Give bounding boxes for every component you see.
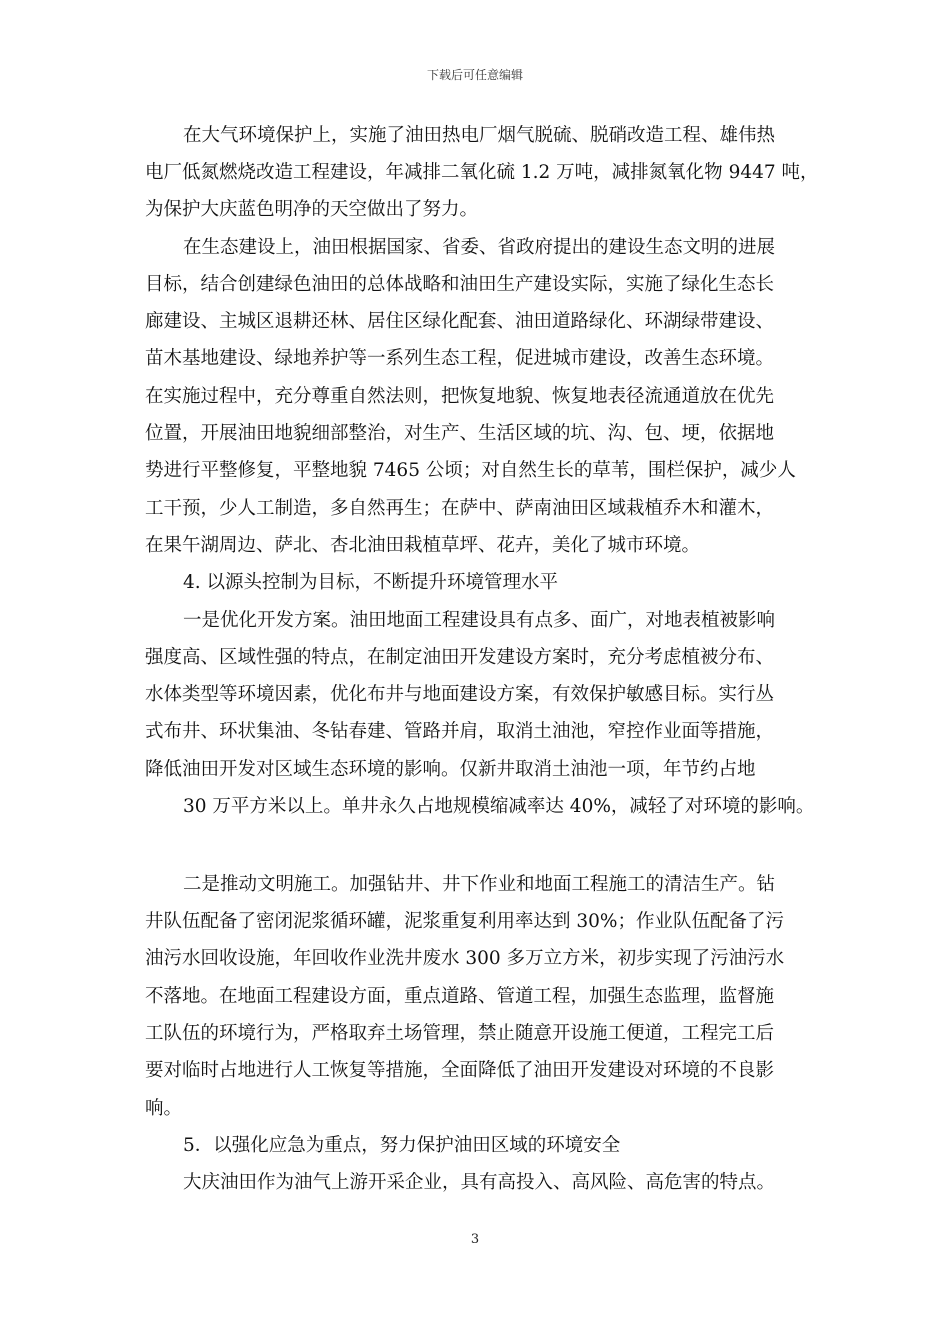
text-line: 在实施过程中，充分尊重自然法则，把恢复地貌、恢复地表径流通道放在优先 [145,386,775,407]
page-header: 下载后可任意编辑 [426,68,523,82]
text-line: 要对临时占地进行人工恢复等措施，全面降低了油田开发建设对环境的不良影 [145,1060,775,1081]
page-number: 3 [470,1232,480,1247]
text-line: 为保护大庆蓝色明净的天空做出了努力。 [145,199,479,220]
text-line: 降低油田开发对区域生态环境的影响。仅新井取消土油池一项，年节约占地 [145,759,756,780]
text-line: 苗木基地建设、绿地养护等一系列生态工程，促进城市建设，改善生态环境。 [145,348,775,369]
text-line: 在大气环境保护上，实施了油田热电厂烟气脱硫、脱硝改造工程、雄伟热 [183,125,776,146]
text-line: 水体类型等环境因素，优化布井与地面建设方案，有效保护敏感目标。实行丛 [145,684,775,705]
section-heading: 5．以强化应急为重点，努力保护油田区域的环境安全 [183,1135,621,1156]
text-line: 油污水回收设施，年回收作业洗井废水 300 多万立方米，初步实现了污油污水 [145,948,785,969]
text-line: 势进行平整修复，平整地貌 7465 公顷；对自然生长的草苇，围栏保护，减少人 [145,460,796,481]
text-line: 响。 [145,1098,183,1119]
text-line: 强度高、区域性强的特点，在制定油田开发建设方案时，充分考虑植被分布、 [145,647,775,668]
text-line: 大庆油田作为油气上游开采企业，具有高投入、高风险、高危害的特点。 [183,1172,776,1193]
text-line: 目标，结合创建绿色油田的总体战略和油田生产建设实际，实施了绿化生态长 [145,274,775,295]
text-line: 工队伍的环境行为，严格取弃土场管理，禁止随意开设施工便道，工程完工后 [145,1023,775,1044]
text-line: 在果午湖周边、萨北、杏北油田栽植草坪、花卉，美化了城市环境。 [145,535,701,556]
text-line: 在生态建设上，油田根据国家、省委、省政府提出的建设生态文明的进展 [183,237,776,258]
text-line: 一是优化开发方案。油田地面工程建设具有点多、面广，对地表植被影响 [183,610,776,631]
text-line: 电厂低氮燃烧改造工程建设，年减排二氧化硫 1.2 万吨，减排氮氧化物 9447 吨， [145,162,819,183]
text-line: 井队伍配备了密闭泥浆循环罐，泥浆重复利用率达到 30%；作业队伍配备了污 [145,911,785,932]
text-line: 廊建设、主城区退耕还林、居住区绿化配套、油田道路绿化、环湖绿带建设、 [145,311,775,332]
text-line: 位置，开展油田地貌细部整治，对生产、生活区域的坑、沟、包、埂，依据地 [145,423,775,444]
text-line: 二是推动文明施工。加强钻井、井下作业和地面工程施工的清洁生产。钻 [183,874,776,895]
section-heading: 4. 以源头控制为目标，不断提升环境管理水平 [183,572,559,593]
text-line: 式布井、环状集油、冬钻春建、管路并肩，取消土油池，窄控作业面等措施， [145,721,775,742]
text-line: 不落地。在地面工程建设方面，重点道路、管道工程，加强生态监理，监督施 [145,986,775,1007]
text-line: 工干预，少人工制造，多自然再生；在萨中、萨南油田区域栽植乔木和灌木， [145,498,775,519]
text-line: 30 万平方米以上。单井永久占地规模缩减率达 40%，减轻了对环境的影响。 [183,796,815,817]
